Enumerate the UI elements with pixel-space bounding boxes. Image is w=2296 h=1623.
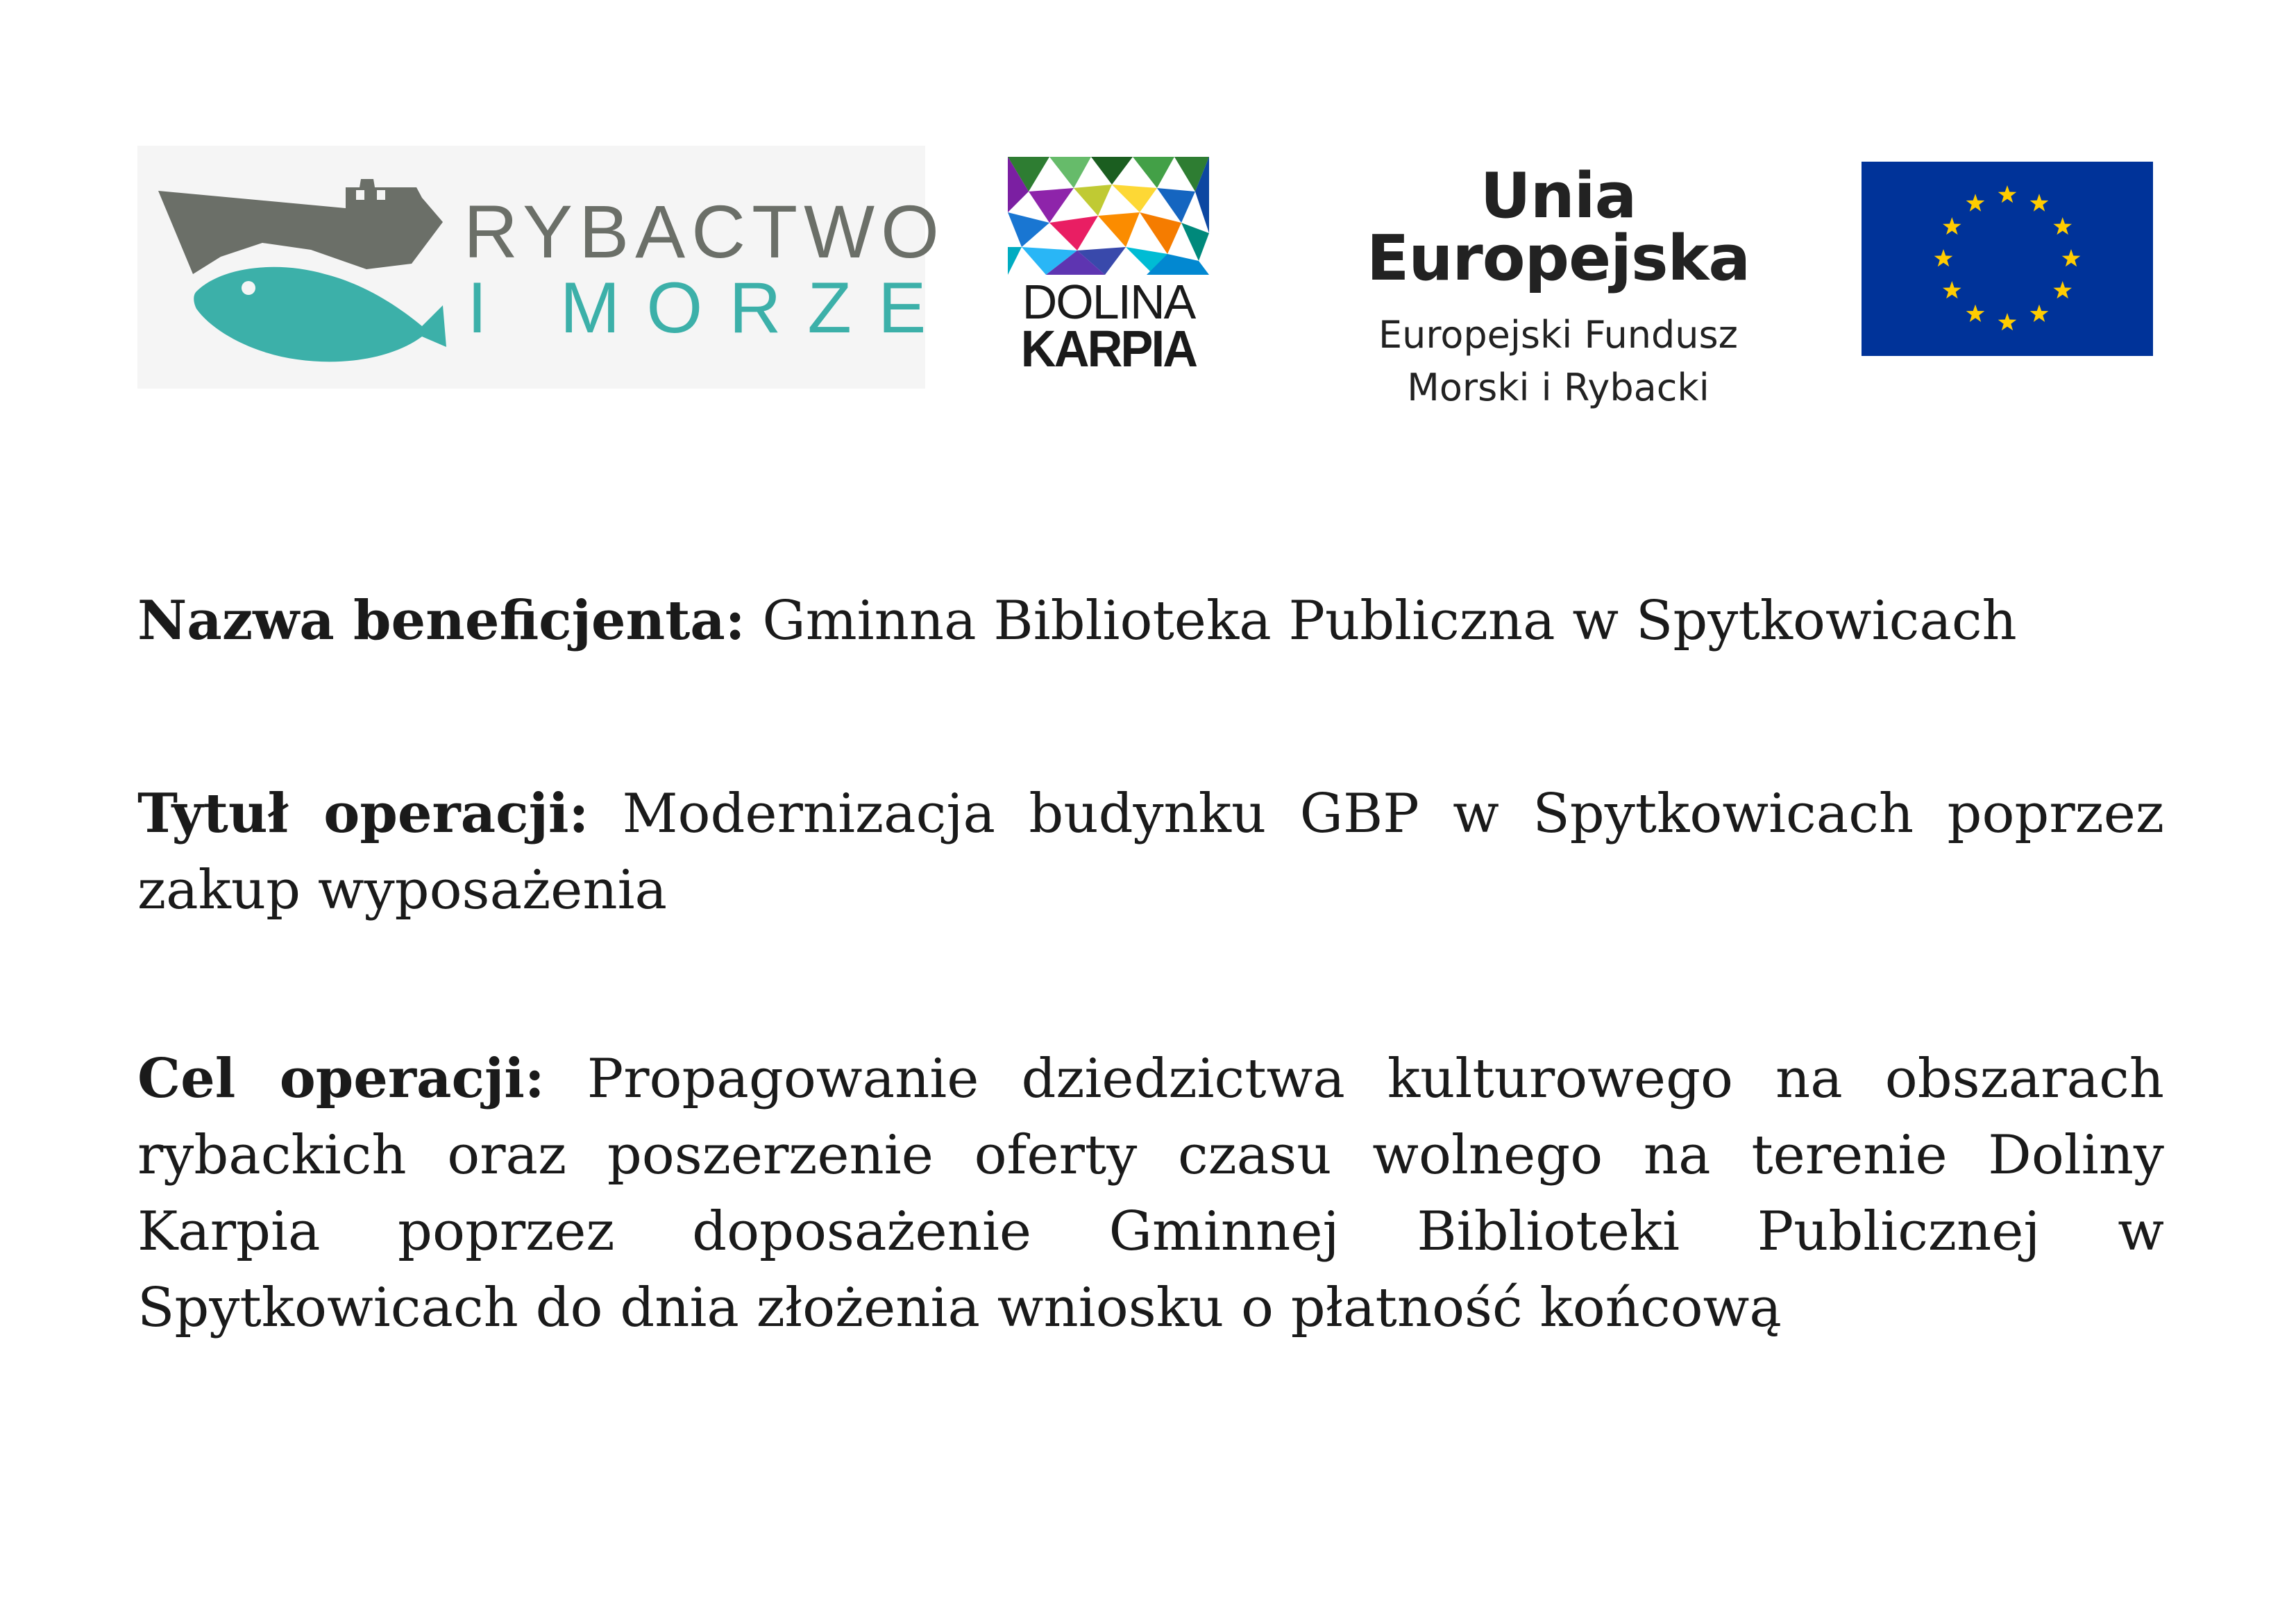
dolina-karpia-logo <box>994 157 1223 379</box>
eu-flag-icon <box>1862 162 2153 356</box>
beneficjent-label: Nazwa beneficjenta: <box>137 589 745 652</box>
rybactwo-word: RYBACTWO <box>464 189 946 273</box>
cel-label: Cel operacji: <box>137 1047 545 1110</box>
ue-title: Unia Europejska <box>1366 160 1750 295</box>
carp-mosaic-icon <box>1008 157 1209 275</box>
unia-europejska-label <box>1288 160 1829 409</box>
cel-value: Propagowanie dziedzictwa kulturowego na obszarach rybackich oraz poszerzenie oferty czasu wolnego na terenie Doliny Karpia poprzez doposażenie Gminnej Biblioteki Publicznej w Spytkowicach do dnia złożenia wniosku o płatność końcową <box>137 1048 2164 1339</box>
tytul-value: Modernizacja budynku GBP w Spytkowicach poprzez zakup wyposażenia <box>137 783 2164 921</box>
tytul-label: Tytuł operacji: <box>137 782 589 845</box>
ue-fund-line1: Europejski Fundusz <box>1378 313 1738 357</box>
cel-paragraph <box>137 1041 2164 1346</box>
ue-fund-line2: Morski i Rybacki <box>1407 366 1710 409</box>
rybactwo-i-morze-logo <box>137 146 953 389</box>
dolina-word: DOLINA <box>1022 275 1195 329</box>
beneficjent-paragraph <box>137 583 2164 659</box>
tytul-paragraph <box>137 776 2164 928</box>
boat-fish-icon <box>137 146 464 389</box>
karpia-word: KARPIA <box>1020 320 1197 377</box>
i-morze-word: I MORZE <box>467 268 953 348</box>
beneficjent-value: Gminna Biblioteka Publiczna w Spytkowicach <box>762 590 2017 652</box>
